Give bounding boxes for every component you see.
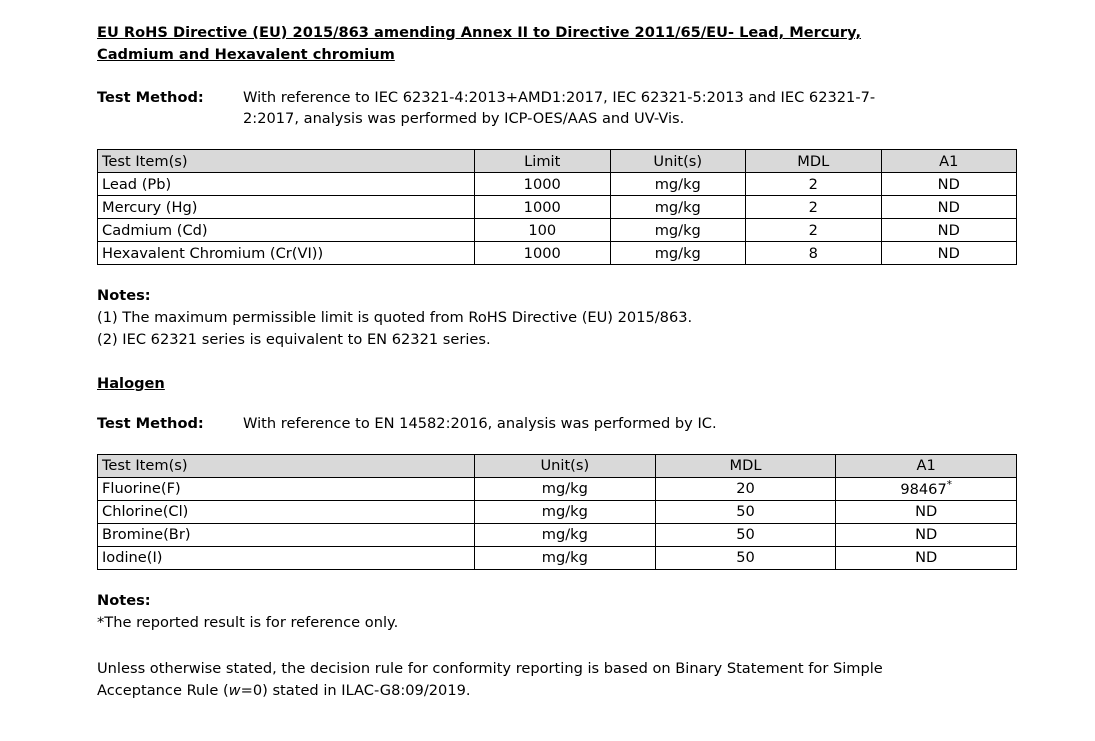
- rohs-cell-item: Lead (Pb): [98, 173, 475, 196]
- table-row: [98, 196, 1017, 219]
- rohs-header-test-item: Test Item(s): [98, 150, 475, 173]
- halogen-cell-mdl: 50: [655, 546, 836, 569]
- halogen-cell-unit: mg/kg: [475, 500, 656, 523]
- rohs-cell-limit: 100: [475, 219, 611, 242]
- halogen-cell-a1: ND: [836, 523, 1017, 546]
- halogen-header-unit: Unit(s): [475, 454, 656, 477]
- halogen-header-test-item: Test Item(s): [98, 454, 475, 477]
- halogen-cell-mdl: 50: [655, 523, 836, 546]
- rohs-title-line-2: Cadmium and Hexavalent chromium: [97, 45, 395, 63]
- table-row: [98, 242, 1017, 265]
- decision-rule-line-2-pre: Acceptance Rule (: [97, 681, 229, 699]
- halogen-results-table: [97, 454, 1017, 570]
- table-row: [98, 219, 1017, 242]
- rohs-method-line-1: With reference to IEC 62321-4:2013+AMD1:2017, IEC 62321-5:2013 and IEC 62321-7-: [243, 88, 876, 106]
- rohs-cell-unit: mg/kg: [610, 196, 746, 219]
- rohs-notes-title: Notes:: [97, 287, 151, 305]
- decision-rule-line-2-post: =0) stated in ILAC-G8:09/2019.: [240, 681, 471, 699]
- rohs-method-line-2: 2:2017, analysis was performed by ICP-OES/AAS and UV-Vis.: [243, 109, 685, 127]
- halogen-cell-unit: mg/kg: [475, 523, 656, 546]
- halogen-cell-unit: mg/kg: [475, 546, 656, 569]
- document-page: [97, 0, 1017, 701]
- halogen-test-method-text: With reference to EN 14582:2016, analysis was performed by IC.: [243, 414, 717, 432]
- rohs-cell-item: Hexavalent Chromium (Cr(VI)): [98, 242, 475, 265]
- halogen-section-title: Halogen: [97, 374, 165, 392]
- halogen-test-method-row: [97, 413, 1017, 434]
- rohs-section-title: [97, 0, 1017, 66]
- halogen-fluorine-footnote-marker: *: [946, 479, 952, 492]
- halogen-cell-a1: ND: [836, 546, 1017, 569]
- rohs-note-1: (1) The maximum permissible limit is quoted from RoHS Directive (EU) 2015/863.: [97, 308, 693, 326]
- rohs-cell-mdl: 2: [746, 196, 882, 219]
- rohs-cell-a1: ND: [881, 219, 1017, 242]
- halogen-header-mdl: MDL: [655, 454, 836, 477]
- table-header-row: [98, 150, 1017, 173]
- halogen-cell-unit: mg/kg: [475, 477, 656, 500]
- halogen-cell-a1: [836, 477, 1017, 500]
- rohs-notes-block: [97, 285, 1017, 351]
- table-row: [98, 477, 1017, 500]
- rohs-cell-limit: 1000: [475, 196, 611, 219]
- halogen-cell-a1: ND: [836, 500, 1017, 523]
- table-row: [98, 173, 1017, 196]
- table-row: [98, 546, 1017, 569]
- halogen-cell-mdl: 20: [655, 477, 836, 500]
- table-row: [98, 500, 1017, 523]
- rohs-cell-limit: 1000: [475, 242, 611, 265]
- rohs-cell-a1: ND: [881, 242, 1017, 265]
- rohs-results-table: [97, 149, 1017, 265]
- rohs-cell-item: Cadmium (Cd): [98, 219, 475, 242]
- decision-rule-line-2: [97, 680, 997, 702]
- rohs-cell-a1: ND: [881, 173, 1017, 196]
- rohs-test-method-row: [97, 87, 1017, 129]
- rohs-title-line-1: EU RoHS Directive (EU) 2015/863 amending Annex II to Directive 2011/65/EU- Lead, Mercury,: [97, 24, 861, 41]
- rohs-test-method-label: Test Method:: [97, 88, 204, 106]
- halogen-fluorine-value: 98467: [900, 481, 947, 499]
- rohs-cell-unit: mg/kg: [610, 242, 746, 265]
- rohs-header-unit: Unit(s): [610, 150, 746, 173]
- rohs-cell-mdl: 2: [746, 173, 882, 196]
- rohs-cell-mdl: 8: [746, 242, 882, 265]
- table-row: [98, 523, 1017, 546]
- halogen-header-a1: A1: [836, 454, 1017, 477]
- rohs-cell-mdl: 2: [746, 219, 882, 242]
- halogen-cell-item: Bromine(Br): [98, 523, 475, 546]
- rohs-cell-unit: mg/kg: [610, 173, 746, 196]
- halogen-cell-item: Iodine(I): [98, 546, 475, 569]
- halogen-test-method-label: Test Method:: [97, 414, 204, 432]
- rohs-note-2: (2) IEC 62321 series is equivalent to EN 62321 series.: [97, 330, 491, 348]
- rohs-cell-limit: 1000: [475, 173, 611, 196]
- halogen-cell-item: Fluorine(F): [98, 477, 475, 500]
- rohs-header-limit: Limit: [475, 150, 611, 173]
- table-header-row: [98, 454, 1017, 477]
- halogen-note-1: *The reported result is for reference only.: [97, 613, 399, 631]
- halogen-notes-title: Notes:: [97, 591, 151, 609]
- decision-rule-statement: [97, 658, 997, 702]
- halogen-cell-item: Chlorine(Cl): [98, 500, 475, 523]
- rohs-header-mdl: MDL: [746, 150, 882, 173]
- rohs-test-method-text: [243, 87, 1017, 129]
- decision-rule-line-1: Unless otherwise stated, the decision rule for conformity reporting is based on Binary Statement for Simple: [97, 659, 883, 677]
- rohs-cell-a1: ND: [881, 196, 1017, 219]
- halogen-notes-block: [97, 590, 1017, 634]
- decision-rule-symbol-w: w: [228, 681, 241, 699]
- rohs-cell-unit: mg/kg: [610, 219, 746, 242]
- rohs-cell-item: Mercury (Hg): [98, 196, 475, 219]
- halogen-cell-mdl: 50: [655, 500, 836, 523]
- rohs-header-a1: A1: [881, 150, 1017, 173]
